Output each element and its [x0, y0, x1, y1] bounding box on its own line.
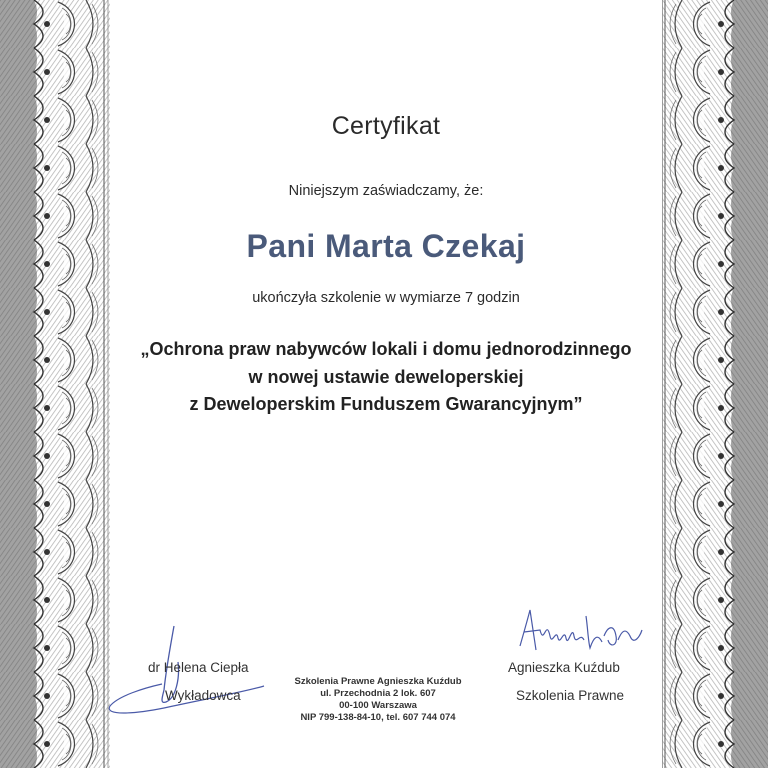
course-title [110, 336, 662, 419]
right-ornamental-border [662, 0, 768, 768]
recipient-name: Pani Marta Czekaj [246, 228, 526, 264]
stamp-line: 00-100 Warszawa [339, 700, 417, 711]
left-ornamental-border [0, 0, 110, 768]
lecturer-role: Wykładowca [165, 688, 241, 703]
certificate-title: Certyfikat [331, 112, 441, 140]
stamp-line: NIP 799-138-84-10, tel. 607 744 074 [300, 712, 456, 723]
owner-name: Agnieszka Kuźdub [508, 660, 620, 675]
certificate-intro: Niniejszym zaświadczamy, że: [288, 183, 484, 199]
course-title-line: z Deweloperskim Funduszem Gwarancyjnym” [189, 394, 583, 414]
owner-organization: Szkolenia Prawne [516, 688, 625, 703]
company-stamp [288, 676, 468, 724]
stamp-line: Szkolenia Prawne Agnieszka Kuźdub [294, 676, 462, 687]
course-title-line: „Ochrona praw nabywców lokali i domu jednorodzinnego [140, 339, 632, 359]
stamp-line: ul. Przechodnia 2 lok. 607 [320, 688, 436, 699]
lecturer-name: dr Helena Ciepła [148, 660, 249, 675]
owner-signature [514, 606, 648, 658]
training-duration: ukończyła szkolenie w wymiarze 7 godzin [252, 290, 520, 306]
course-title-line: w nowej ustawie deweloperskiej [248, 366, 524, 387]
